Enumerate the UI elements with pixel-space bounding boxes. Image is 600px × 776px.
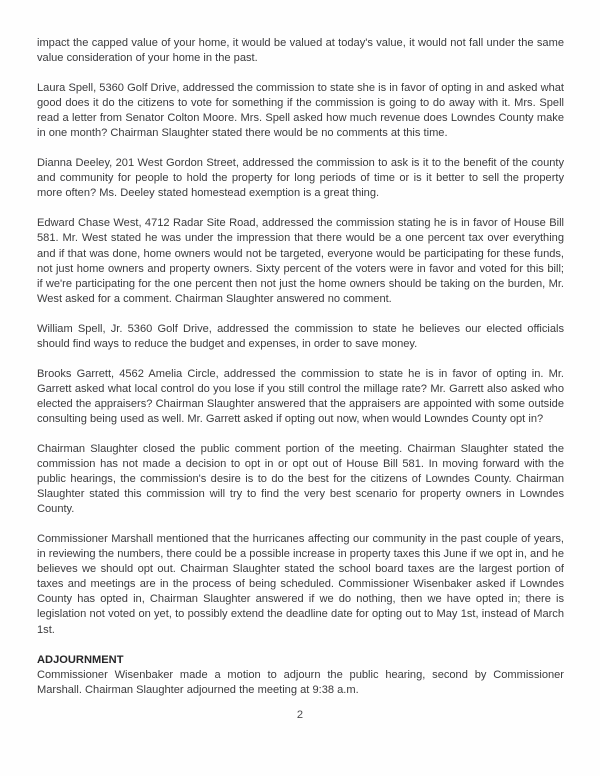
paragraph-chairman-slaughter-closing: Chairman Slaughter closed the public comment portion of the meeting. Chairman Slaughter stated the commission has not made a decision to opt in or opt out of House Bill 581. In moving forward with the public hearings, the commission's desire is to do the best for the citizens of Lowndes County. Chairman Slaughter stated this commission will try to find the very best scenario for property owners in Lowndes County. — [37, 442, 564, 516]
paragraph-william-spell-jr-comment: William Spell, Jr. 5360 Golf Drive, addressed the commission to state he believes our elected officials should find ways to reduce the budget and expenses, in order to save money. — [37, 322, 564, 350]
paragraph-brooks-garrett-comment: Brooks Garrett, 4562 Amelia Circle, addressed the commission to state he is in favor of opting in. Mr. Garrett asked what local control do you lose if you still control the millage rate? Mr. Garrett also asked who elected the appraisers? Chairman Slaughter answered that the appraisers are appointed with some outside consulting being used as well. Mr. Garrett asked if opting out now, when would Lowndes County opt in? — [37, 367, 564, 425]
paragraph-laura-spell-comment: Laura Spell, 5360 Golf Drive, addressed the commission to state she is in favor of opting in and asked what good does it do the citizens to vote for something if the commission is going to do away with it. Mrs. Spell read a letter from Senator Colton Moore. Mrs. Spell asked how much revenue does Lowndes County make in one month? Chairman Slaughter stated there would be no comments at this time. — [37, 82, 564, 140]
paragraph-capped-value-continuation: impact the capped value of your home, it would be valued at today's value, it would not fall under the same value consideration of your home in the past. — [37, 37, 564, 65]
paragraph-adjournment-motion: Commissioner Wisenbaker made a motion to adjourn the public hearing, second by Commissioner Marshall. Chairman Slaughter adjourned the meeting at 9:38 a.m. — [37, 668, 564, 696]
paragraph-dianna-deeley-comment: Dianna Deeley, 201 West Gordon Street, addressed the commission to ask is it to the benefit of the county and community for people to hold the property for long periods of time or is it better to sell the property more often? Ms. Deeley stated homestead exemption is a great thing. — [37, 157, 564, 200]
paragraph-edward-chase-west-comment: Edward Chase West, 4712 Radar Site Road, addressed the commission stating he is in favor of House Bill 581. Mr. West stated he was under the impression that there would be a one percent tax over everything and if that was done, home owners would not be targeted, everyone would be participating for these funds, not just home owners and property owners. Sixty percent of the voters were in favor and voted for this bill; if we're participating for the one percent then not just the home owners should be taking on the burden, Mr. West asked for a comment. Chairman Slaughter answered no comment. — [37, 217, 564, 305]
paragraph-commissioner-marshall-comment: Commissioner Marshall mentioned that the hurricanes affecting our community in the past couple of years, in reviewing the numbers, there could be a possible increase in property taxes this June if we opt in, and he believes we should opt out. Chairman Slaughter stated the school board taxes are the largest portion of taxes and meetings are in the process of being scheduled. Commissioner Wisenbaker asked if Lowndes County has opted in, Chairman Slaughter answered if we do nothing, then we have opted in; there is legislation not voted on yet, to possibly extend the deadline date for opting out to May 1st, instead of March 1st. — [37, 533, 564, 636]
page-number: 2 — [296, 709, 304, 721]
document-body — [37, 36, 564, 698]
heading-adjournment: ADJOURNMENT — [37, 653, 124, 666]
